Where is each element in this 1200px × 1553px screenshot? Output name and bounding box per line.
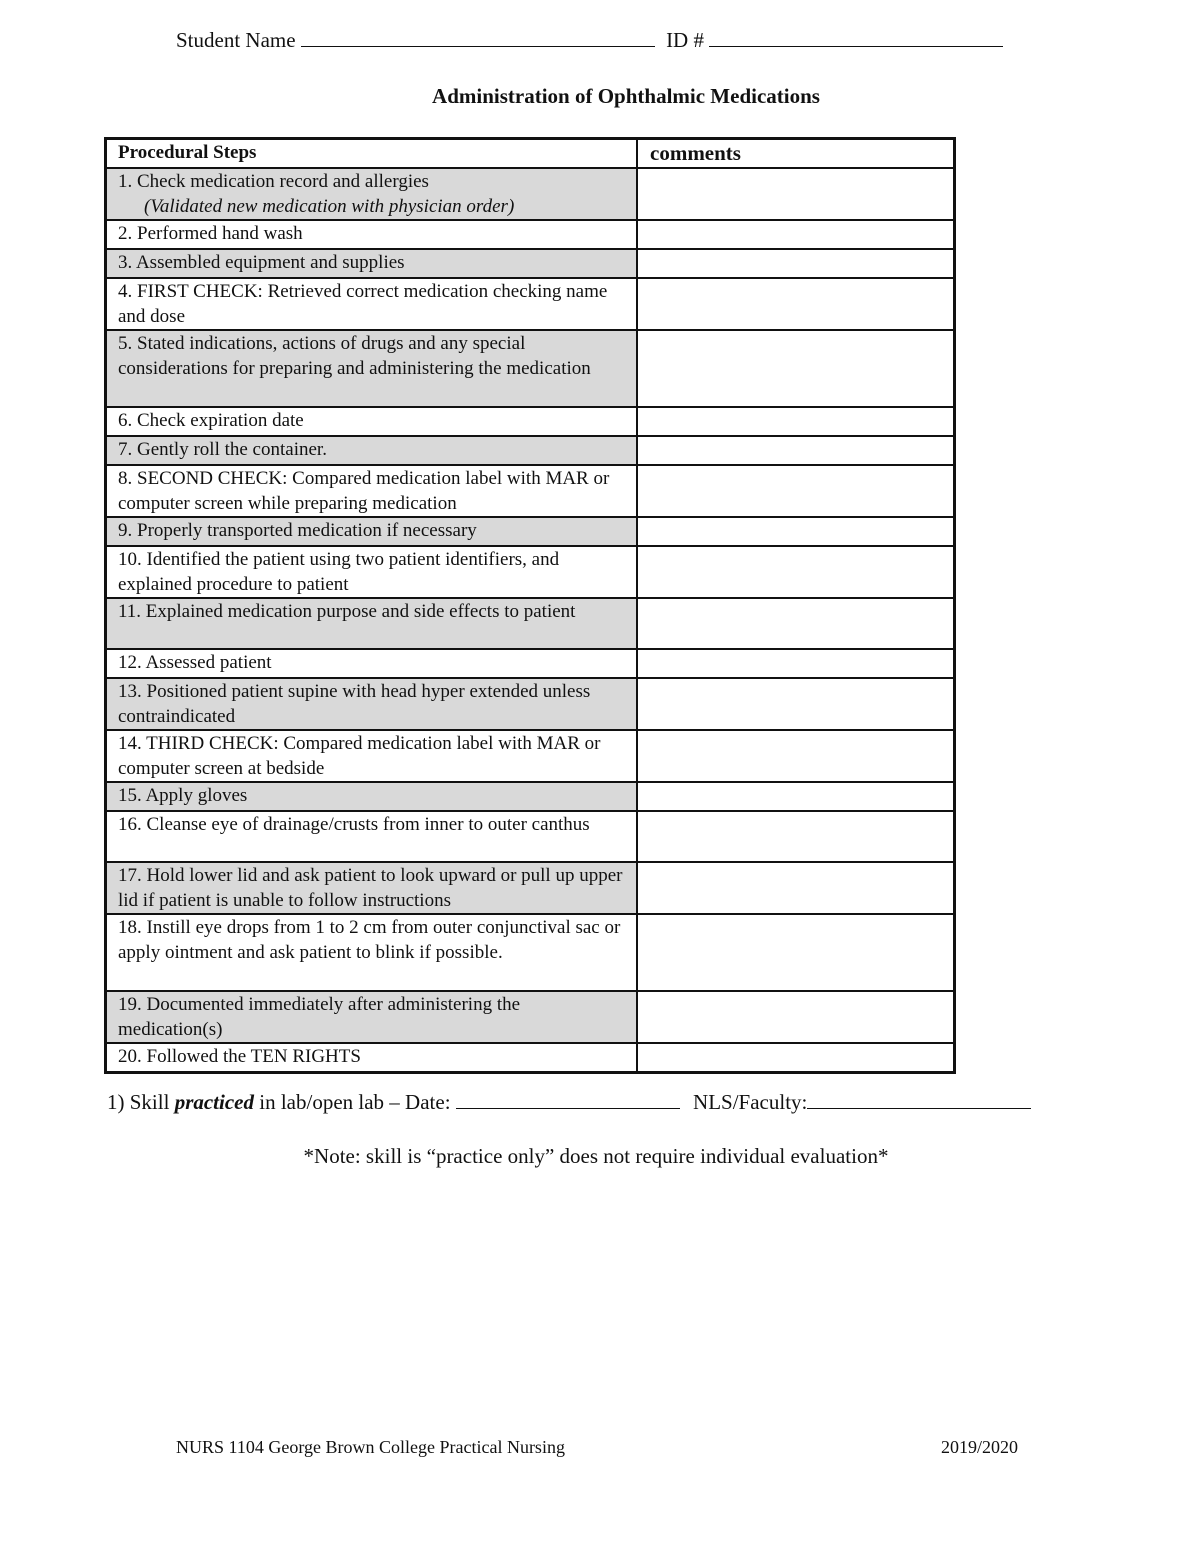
step-cell <box>106 811 638 862</box>
practice-date-field[interactable] <box>456 1090 680 1109</box>
comment-cell[interactable] <box>637 598 955 649</box>
step-text: 2. Performed hand wash <box>118 223 303 244</box>
table-header-row <box>106 139 955 169</box>
step-text: 7. Gently roll the container. <box>118 439 327 460</box>
student-name-label: Student Name <box>176 28 296 52</box>
step-cell <box>106 168 638 220</box>
step-cell <box>106 546 638 598</box>
step-text: 1. Check medication record and allergies <box>118 171 429 192</box>
comment-cell[interactable] <box>637 730 955 782</box>
faculty-label: NLS/Faculty: <box>693 1090 808 1114</box>
procedure-table <box>104 137 956 1074</box>
table-row <box>106 782 955 811</box>
step-text: 4. FIRST CHECK: Retrieved correct medication checking name and dose <box>118 281 608 327</box>
footer-year: 2019/2020 <box>941 1437 1019 1457</box>
step-text: 3. Assembled equipment and supplies <box>118 252 405 273</box>
practice-record-line <box>107 1090 1031 1115</box>
step-cell <box>106 862 638 914</box>
comment-cell[interactable] <box>637 278 955 330</box>
comment-cell[interactable] <box>637 649 955 678</box>
table-row <box>106 330 955 407</box>
table-row <box>106 436 955 465</box>
step-cell <box>106 278 638 330</box>
comment-cell[interactable] <box>637 1043 955 1073</box>
table-row <box>106 407 955 436</box>
student-name-field[interactable] <box>301 28 655 47</box>
step-text: 8. SECOND CHECK: Compared medication label with MAR or computer screen while preparing medication <box>118 468 610 514</box>
step-text: 12. Assessed patient <box>118 652 272 673</box>
step-cell <box>106 991 638 1043</box>
comment-cell[interactable] <box>637 678 955 730</box>
step-text: 18. Instill eye drops from 1 to 2 cm from outer conjunctival sac or apply ointment and ask patient to blink if possible. <box>118 917 621 963</box>
comment-cell[interactable] <box>637 782 955 811</box>
table-row <box>106 1043 955 1073</box>
step-text: 9. Properly transported medication if necessary <box>118 520 477 541</box>
comment-cell[interactable] <box>637 168 955 220</box>
comment-cell[interactable] <box>637 330 955 407</box>
step-text: 13. Positioned patient supine with head hyper extended unless contraindicated <box>118 681 591 727</box>
practice-prefix: 1) Skill <box>107 1090 170 1114</box>
student-id-field[interactable] <box>709 28 1003 47</box>
table-row <box>106 278 955 330</box>
table-row <box>106 168 955 220</box>
table-row <box>106 649 955 678</box>
comment-cell[interactable] <box>637 517 955 546</box>
page-title: Administration of Ophthalmic Medications <box>432 84 820 108</box>
step-cell <box>106 1043 638 1073</box>
step-cell <box>106 330 638 407</box>
comment-cell[interactable] <box>637 862 955 914</box>
step-text: 11. Explained medication purpose and side effects to patient <box>118 601 576 622</box>
table-row <box>106 465 955 517</box>
table-row <box>106 220 955 249</box>
step-text: 16. Cleanse eye of drainage/crusts from inner to outer canthus <box>118 814 590 835</box>
step-cell <box>106 598 638 649</box>
comments-header: comments <box>637 139 955 169</box>
step-cell <box>106 249 638 278</box>
step-text: 14. THIRD CHECK: Compared medication label with MAR or computer screen at bedside <box>118 733 601 779</box>
step-cell <box>106 220 638 249</box>
comment-cell[interactable] <box>637 249 955 278</box>
step-cell <box>106 436 638 465</box>
table-row <box>106 517 955 546</box>
procedural-steps-header: Procedural Steps <box>106 139 638 169</box>
practice-emphasis: practiced <box>174 1090 254 1114</box>
step-text: 15. Apply gloves <box>118 785 248 806</box>
table-row <box>106 678 955 730</box>
comment-cell[interactable] <box>637 991 955 1043</box>
step-cell <box>106 517 638 546</box>
comment-cell[interactable] <box>637 436 955 465</box>
practice-date-label: in lab/open lab – Date: <box>259 1090 451 1114</box>
step-text: 6. Check expiration date <box>118 410 304 431</box>
practice-note: *Note: skill is “practice only” does not require individual evaluation* <box>303 1144 889 1168</box>
step-cell <box>106 730 638 782</box>
table-row <box>106 811 955 862</box>
faculty-field[interactable] <box>807 1090 1031 1109</box>
step-text: 20. Followed the TEN RIGHTS <box>118 1046 361 1067</box>
table-row <box>106 862 955 914</box>
step-text: 17. Hold lower lid and ask patient to look upward or pull up upper lid if patient is unable to follow instructions <box>118 865 623 911</box>
table-row <box>106 598 955 649</box>
step-text: 10. Identified the patient using two patient identifiers, and explained procedure to patient <box>118 549 560 595</box>
step-cell <box>106 914 638 991</box>
footer-course: NURS 1104 George Brown College Practical Nursing <box>176 1437 565 1457</box>
comment-cell[interactable] <box>637 811 955 862</box>
table-row <box>106 546 955 598</box>
comment-cell[interactable] <box>637 914 955 991</box>
comment-cell[interactable] <box>637 465 955 517</box>
table-row <box>106 730 955 782</box>
step-cell <box>106 407 638 436</box>
step-cell <box>106 465 638 517</box>
comment-cell[interactable] <box>637 407 955 436</box>
step-cell <box>106 678 638 730</box>
table-row <box>106 914 955 991</box>
comment-cell[interactable] <box>637 546 955 598</box>
student-id-label: ID # <box>666 28 704 52</box>
table-row <box>106 249 955 278</box>
comment-cell[interactable] <box>637 220 955 249</box>
step-subtext: (Validated new medication with physician order) <box>144 195 515 217</box>
step-text: 5. Stated indications, actions of drugs and any special considerations for preparing and administering the medication <box>118 333 591 379</box>
step-text: 19. Documented immediately after administering the medication(s) <box>118 994 521 1040</box>
student-info-header <box>176 28 1003 53</box>
step-cell <box>106 649 638 678</box>
step-cell <box>106 782 638 811</box>
table-row <box>106 991 955 1043</box>
